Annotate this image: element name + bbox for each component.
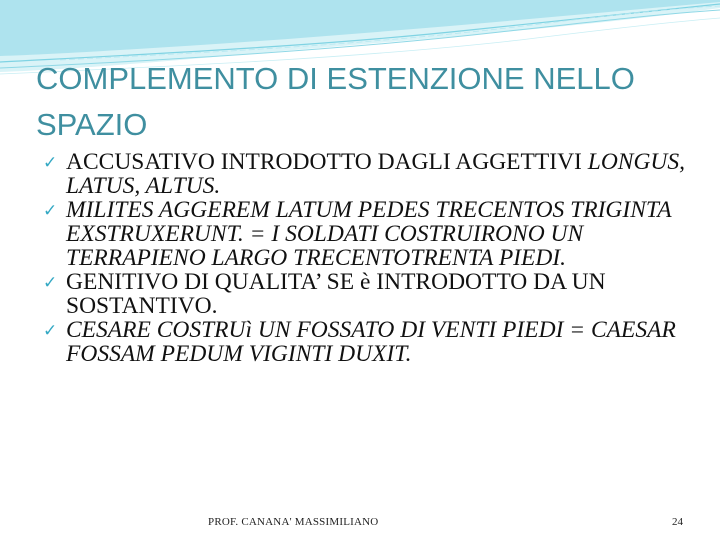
bullet-text: GENITIVO DI QUALITA’ SE è INTRODOTTO DA UN SOSTANTIVO. (66, 269, 606, 319)
bullet-item (40, 318, 690, 366)
slide-title: COMPLEMENTO DI ESTENZIONE NELLO SPAZIO (36, 61, 635, 142)
checkmark-icon: ✓ (43, 321, 58, 340)
bullet-text: ACCUSATIVO INTRODOTTO DAGLI AGGETTIVI (66, 149, 588, 175)
bullet-text: CESARE COSTRUì UN FOSSATO DI VENTI PIEDI = CAESAR FOSSAM PEDUM VIGINTI DUXIT. (66, 317, 676, 367)
bullet-item (40, 150, 690, 198)
page-number: 24 (672, 516, 683, 528)
checkmark-icon: ✓ (43, 273, 58, 292)
footer-author: PROF. CANANA' MASSIMILIANO (208, 516, 379, 528)
bullet-text-italic: LONGUS, LATUS, ALTUS. (66, 149, 686, 199)
bullet-item (40, 270, 690, 318)
bullet-list (40, 150, 690, 366)
bullet-text: MILITES AGGEREM LATUM PEDES TRECENTOS TRIGINTA EXSTRUXERUNT. = I SOLDATI COSTRUIRONO UN TERRAPIENO LARGO TRECENTOTRENTA PIEDI. (66, 197, 672, 271)
checkmark-icon: ✓ (43, 153, 58, 172)
checkmark-icon: ✓ (43, 201, 58, 220)
bullet-item (40, 198, 690, 270)
